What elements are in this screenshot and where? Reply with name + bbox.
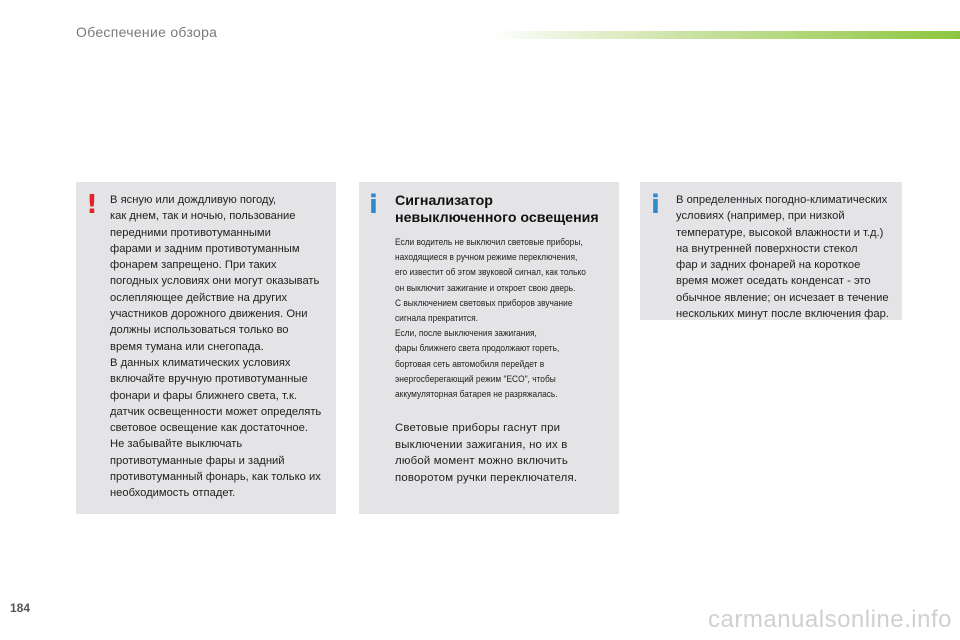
text-line: на внутренней поверхности стекол: [676, 242, 858, 255]
warning-icon: !: [86, 190, 98, 220]
text-line: нескольких минут после включения фар.: [676, 308, 889, 321]
text-line: погодных условиях они могут оказывать: [110, 275, 320, 288]
text-line: ослепляющее действие на других: [110, 291, 288, 304]
text-line: температуре, высокой влажности и т.д.): [676, 226, 884, 239]
condensation-text: [676, 192, 898, 322]
text-line: фонарем запрещено. При таких: [110, 259, 277, 272]
page-header-title: Обеспечение обзора: [76, 24, 218, 40]
watermark: carmanualsonline.info: [708, 606, 952, 633]
title-line: невыключенного освещения: [395, 210, 599, 226]
text-line: световое освещение как достаточное.: [110, 422, 308, 435]
text-line: Световые приборы гаснут при: [395, 422, 561, 434]
text-line: Если, после выключения зажигания,: [395, 328, 537, 339]
text-line: он выключит зажигание и откроет свою дверь.: [395, 282, 576, 293]
text-line: участников дорожного движения. Они: [110, 308, 308, 321]
text-line: Не забывайте выключать: [110, 438, 243, 451]
text-line: В определенных погодно-климатических: [676, 194, 888, 206]
text-line: датчик освещенности может определять: [110, 405, 322, 418]
text-line: В данных климатических условиях: [110, 356, 291, 369]
text-line: любой момент можно включить: [395, 455, 568, 467]
text-line: В ясную или дождливую погоду,: [110, 194, 277, 206]
text-line: фонари и фары ближнего света, т.к.: [110, 389, 297, 402]
text-line: фары ближнего света продолжают гореть,: [395, 343, 560, 354]
lights-warning-details: [395, 235, 616, 402]
text-line: необходимость отпадет.: [110, 487, 236, 500]
text-line: сигнала прекратится.: [395, 313, 478, 324]
title-line: Сигнализатор: [395, 193, 493, 209]
text-line: аккумуляторная батарея не разряжалась.: [395, 389, 558, 400]
text-line: выключении зажигания, но их в: [395, 438, 568, 451]
text-line: Если водитель не выключил световые приборы,: [395, 237, 583, 247]
text-line: его известит об этом звуковой сигнал, как только: [395, 267, 586, 278]
text-line: условиях (например, при низкой: [676, 210, 845, 223]
info-icon: i: [651, 190, 660, 220]
text-line: поворотом ручки переключателя.: [395, 471, 578, 484]
text-line: как днем, так и ночью, пользование: [110, 210, 296, 223]
text-line: фарами и задним противотуманным: [110, 242, 300, 255]
text-line: должны использоваться только во: [110, 324, 289, 337]
text-line: противотуманный фонарь, как только их: [110, 471, 321, 484]
info-icon: i: [369, 190, 378, 220]
text-line: время может оседать конденсат - это: [676, 275, 871, 288]
warning-text: [110, 192, 332, 502]
text-line: фар и задних фонарей на короткое: [676, 259, 861, 272]
text-line: противотуманные фары и задний: [110, 454, 285, 467]
text-line: передними противотуманными: [110, 226, 271, 239]
text-line: энергосберегающий режим "ECO", чтобы: [395, 373, 556, 384]
text-line: время тумана или снегопада.: [110, 340, 264, 353]
lights-warning-note: [395, 420, 615, 486]
text-line: находящиеся в ручном режиме переключения,: [395, 252, 578, 263]
lights-warning-title: [395, 193, 617, 227]
page-number: 184: [10, 601, 31, 615]
text-line: С выключением световых приборов звучание: [395, 297, 573, 308]
header-accent-bar: [490, 31, 960, 39]
text-line: бортовая сеть автомобиля перейдет в: [395, 358, 545, 369]
text-line: обычное явление; он исчезает в течение: [676, 291, 889, 304]
text-line: включайте вручную противотуманные: [110, 373, 308, 386]
